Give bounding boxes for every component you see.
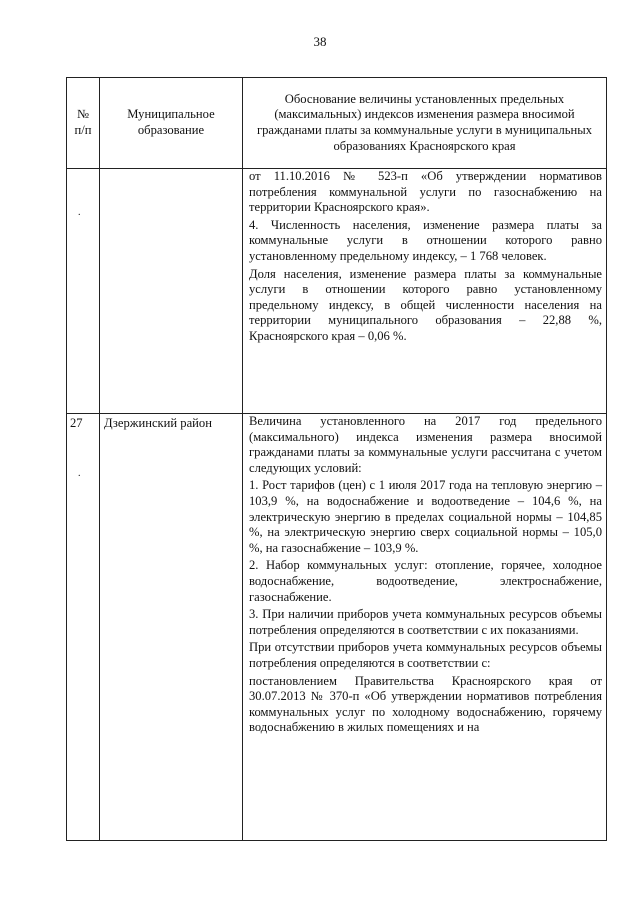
header-number-text: № п/п [74, 107, 92, 137]
header-basis [243, 78, 607, 169]
table-row [67, 169, 607, 414]
municipality-cell [100, 169, 243, 414]
paragraph: постановлением Правительства Красноярского края от 30.07.2013 № 370-п «Об утверждении нормативов потребления коммунальных услуг по холодному водоснабжению, горячему водоснабжению в жилых помещениях и на [249, 673, 602, 735]
paragraph: Доля населения, изменение размера платы за коммунальные услуги в отношении которого равно установленному предельному индексу, в общей численности населения на территории муниципального образования – 22,88 %, Красноярского края – 0,06 %. [249, 266, 602, 343]
header-basis-text: Обоснование величины установленных предельных (максимальных) индексов изменения размера вносимой гражданами платы за коммунальные услуги в муниципальных образованиях Красноярского края [256, 91, 593, 153]
paragraph: 1. Рост тарифов (цен) с 1 июля 2017 года на тепловую энергию – 103,9 %, на водоснабжение и водоотведение – 104,6 %, на электрическую энергию в пределах социальной нормы – 104,85 %, на электрическую энергию сверх социальной нормы – 105,0 %, на газоснабжение – 103,9 %. [249, 478, 602, 555]
table-header-row [67, 78, 607, 169]
paragraph: 2. Набор коммунальных услуг: отопление, горячее, холодное водоснабжение, водоотведение, электроснабжение, газоснабжение. [249, 558, 602, 604]
basis-cell [243, 169, 607, 414]
header-municipality [100, 78, 243, 169]
paragraph: При отсутствии приборов учета коммунальных ресурсов объемы потребления определяются в соответствии с: [249, 640, 602, 670]
tariff-index-table [66, 77, 607, 841]
page-number: 38 [313, 34, 327, 49]
municipality-cell: Дзержинский район [100, 414, 243, 841]
header-municipality-text: Муниципальное образование [127, 107, 215, 137]
row-number-cell: 27 . [67, 414, 100, 841]
row-number-cell [67, 169, 100, 414]
paragraph: Величина установленного на 2017 год предельного (максимального) индекса изменения размера вносимой гражданами платы за коммунальные услуги рассчитана с учетом следующих условий: [249, 414, 602, 475]
header-number [67, 78, 100, 169]
paragraph: 3. При наличии приборов учета коммунальных ресурсов объемы потребления определяются в соответствии с их показаниями. [249, 607, 602, 637]
paragraph: 4. Численность населения, изменение размера платы за коммунальные услуги в отношении которого равно установленному предельному индексу, – 1 768 человек. [249, 217, 602, 263]
table-row [67, 414, 607, 841]
paragraph: от 11.10.2016 № 523-п «Об утверждении нормативов потребления коммунальной услуги по газоснабжению на территории Красноярского края». [249, 169, 602, 215]
basis-cell [243, 414, 607, 841]
stray-mark: . [78, 207, 81, 218]
stray-mark: . [78, 467, 81, 479]
